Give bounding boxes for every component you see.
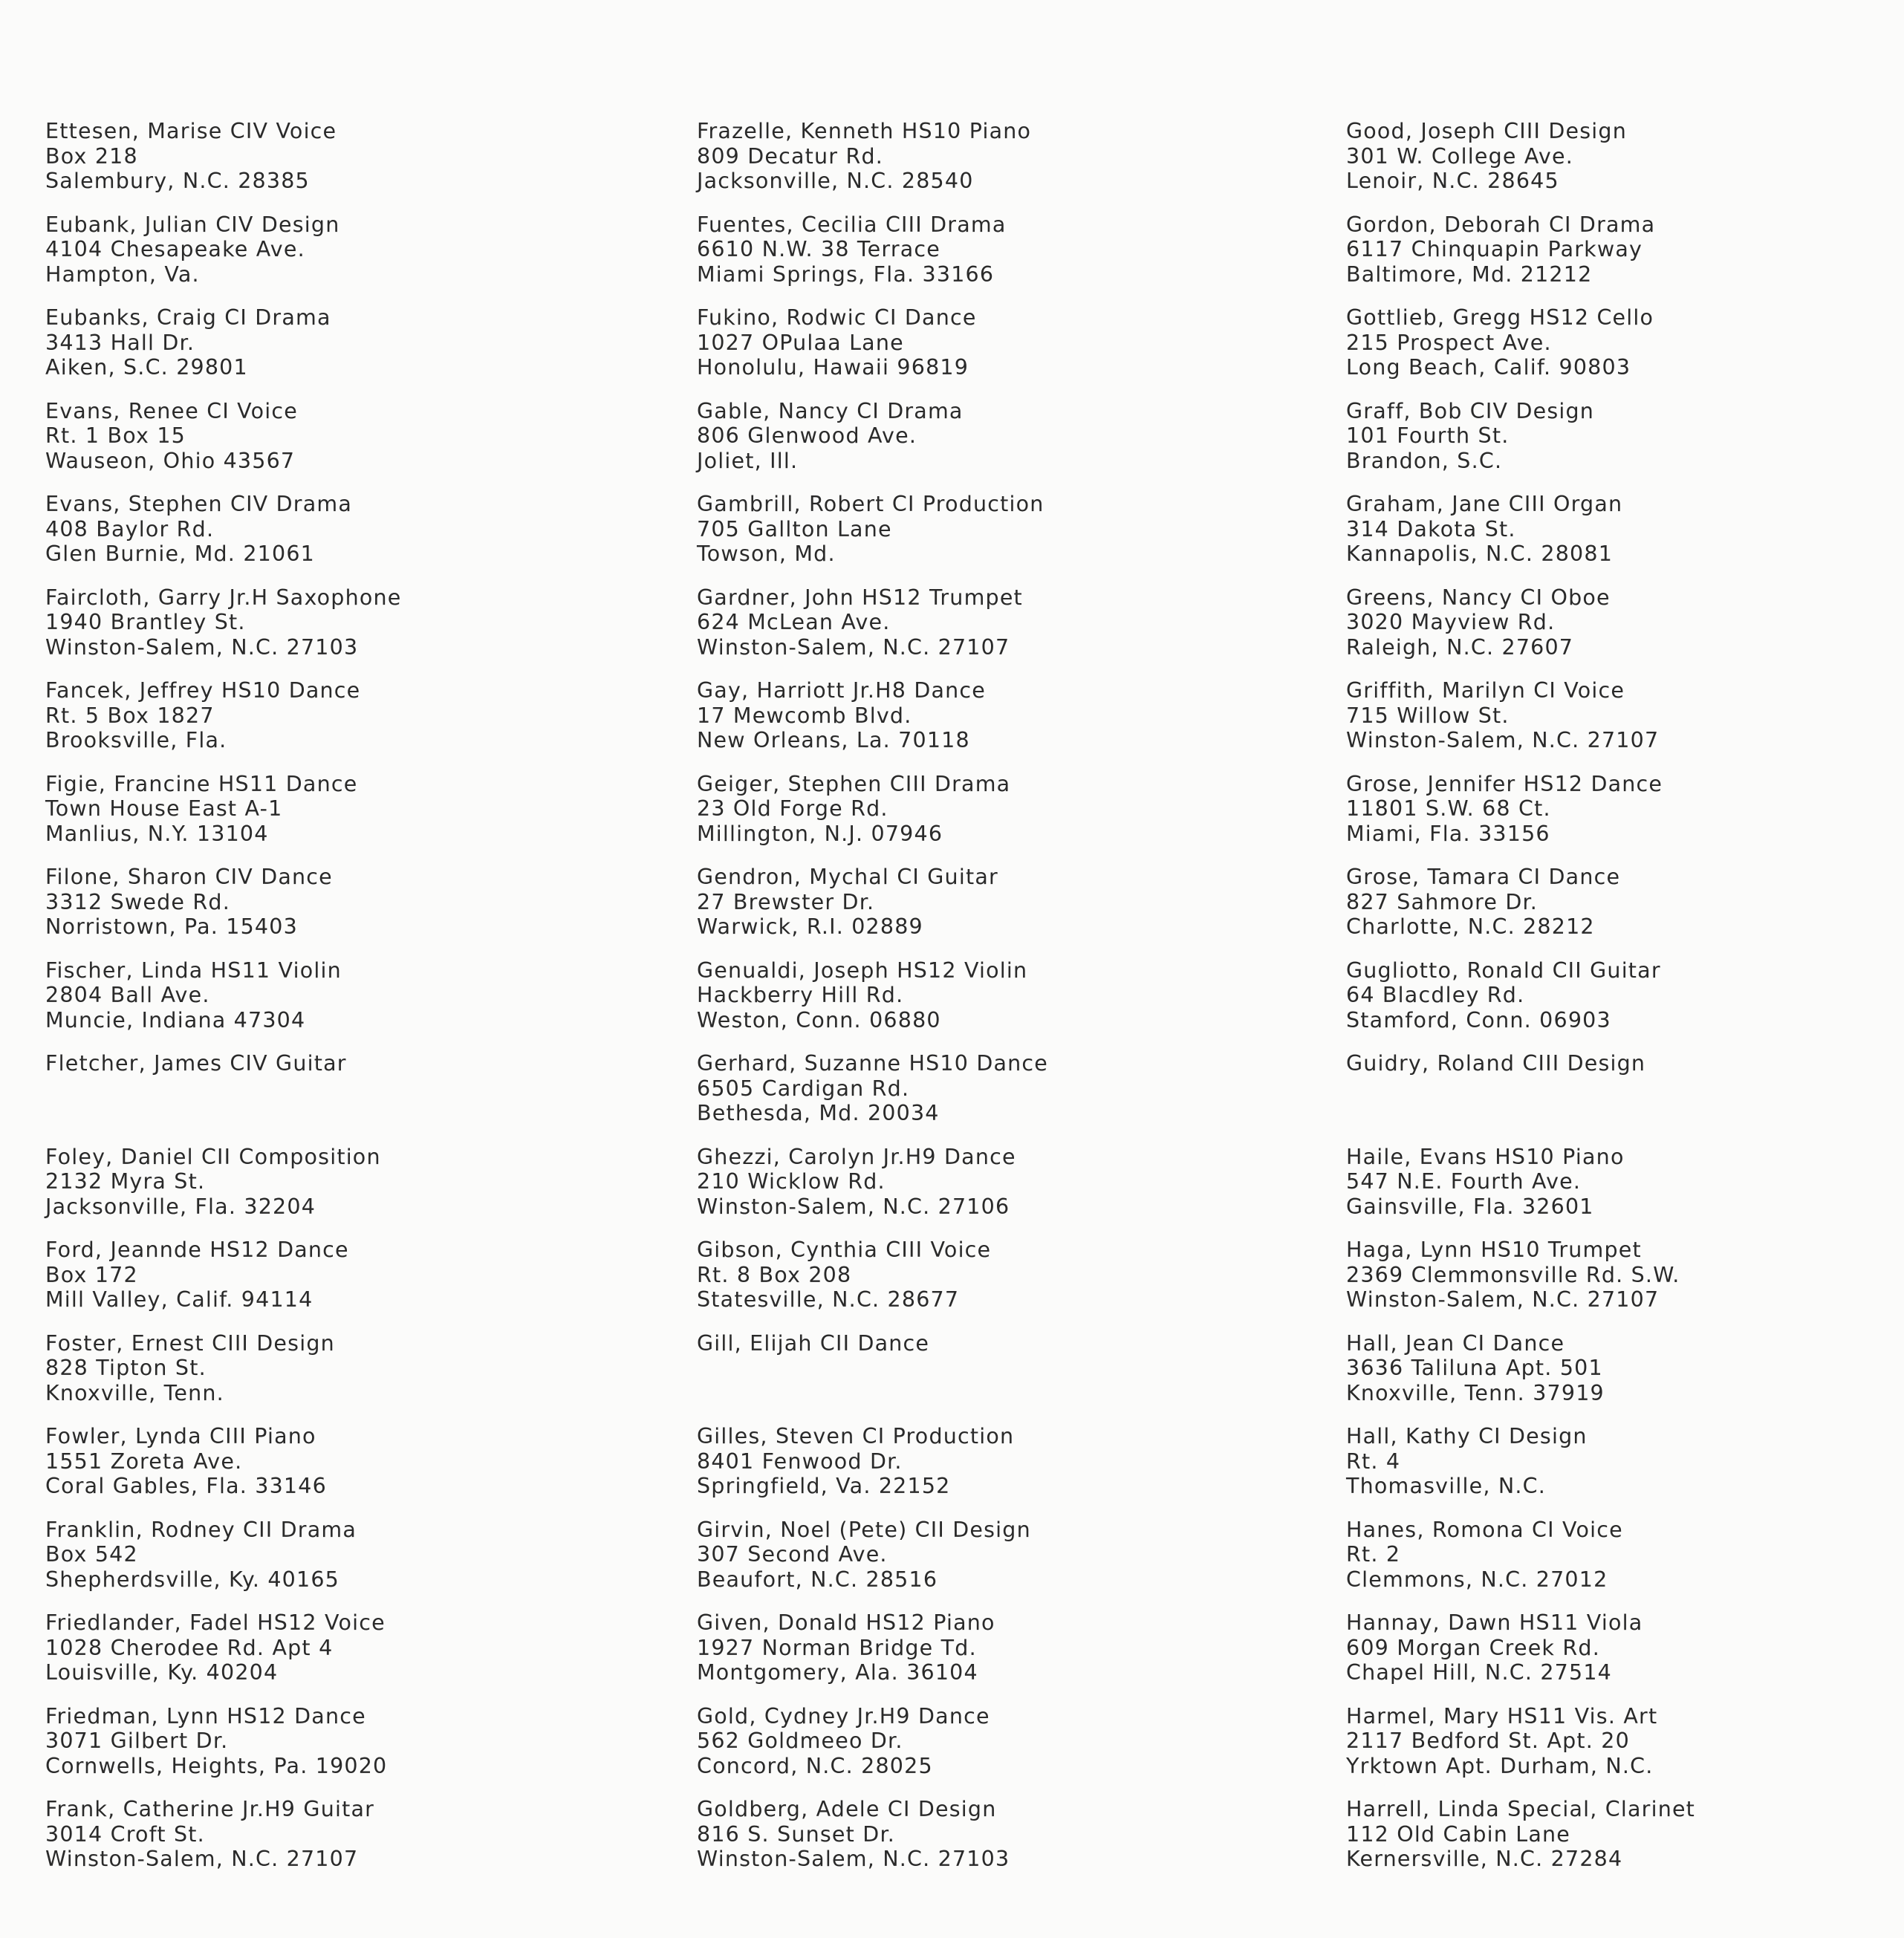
entry-street: 1927 Norman Bridge Td.	[697, 1635, 977, 1660]
entry-city: Springfield, Va. 22152	[697, 1474, 951, 1499]
entry-street: 547 N.E. Fourth Ave.	[1346, 1169, 1582, 1194]
entry-name: Friedman, Lynn HS12 Dance	[45, 1703, 366, 1729]
entry-street: 828 Tipton St.	[45, 1356, 207, 1381]
entry-street: 3312 Swede Rd.	[45, 889, 230, 914]
entry-street: 314 Dakota St.	[1346, 516, 1516, 542]
directory-entry	[697, 492, 1291, 567]
entry-city: Wauseon, Ohio 43567	[45, 448, 296, 473]
entry-name: Gay, Harriott Jr.H8 Dance	[697, 678, 986, 703]
entry-street: 23 Old Forge Rd.	[697, 796, 888, 822]
entry-name: Hanes, Romona CI Voice	[1346, 1517, 1623, 1542]
entry-city: Lenoir, N.C. 28645	[1346, 169, 1559, 194]
entry-street: 3014 Croft St.	[45, 1821, 205, 1847]
entry-city: Gainsville, Fla. 32601	[1346, 1194, 1594, 1219]
directory-entry	[45, 492, 640, 567]
entry-name: Hall, Kathy CI Design	[1346, 1424, 1588, 1448]
entry-name: Haile, Evans HS10 Piano	[1346, 1144, 1625, 1169]
entry-street: Box 172	[45, 1262, 138, 1287]
directory-entry	[45, 119, 640, 194]
entry-name: Hall, Jean CI Dance	[1346, 1330, 1565, 1356]
directory-entry	[1346, 398, 1904, 473]
entry-street: 816 S. Sunset Dr.	[697, 1821, 896, 1847]
entry-name: Grose, Jennifer HS12 Dance	[1346, 771, 1663, 796]
entry-name: Griffith, Marilyn CI Voice	[1346, 678, 1625, 703]
entry-city: Joliet, Ill.	[697, 448, 799, 473]
entry-street: 1551 Zoreta Ave.	[45, 1448, 243, 1474]
directory-entry	[697, 1238, 1291, 1313]
directory-entry	[1346, 305, 1904, 380]
entry-city: Honolulu, Hawaii 96819	[697, 355, 969, 380]
entry-street: 3071 Gilbert Dr.	[45, 1729, 229, 1754]
entry-city: Raleigh, N.C. 27607	[1346, 634, 1574, 660]
directory-entry	[697, 1424, 1291, 1499]
entry-city: Baltimore, Md. 21212	[1346, 261, 1593, 287]
entry-city: Charlotte, N.C. 28212	[1346, 914, 1595, 940]
entry-name: Harrell, Linda Special, Clarinet	[1346, 1797, 1696, 1821]
entry-city: Knoxville, Tenn. 37919	[1346, 1380, 1605, 1405]
directory-entry	[697, 305, 1291, 380]
entry-street: 27 Brewster Dr.	[697, 889, 875, 914]
entry-city: Cornwells, Heights, Pa. 19020	[45, 1753, 388, 1778]
entry-city: Norristown, Pa. 15403	[45, 914, 298, 940]
entry-city: Stamford, Conn. 06903	[1346, 1007, 1611, 1033]
directory-entry	[45, 1517, 640, 1592]
entry-street: Box 542	[45, 1542, 138, 1567]
directory-entry	[45, 1144, 640, 1219]
directory-entry	[697, 398, 1291, 473]
entry-name: Evans, Renee CI Voice	[45, 398, 299, 423]
entry-name: Friedlander, Fadel HS12 Voice	[45, 1610, 386, 1635]
entry-name: Franklin, Rodney CII Drama	[45, 1517, 357, 1542]
entry-street: 2132 Myra St.	[45, 1169, 206, 1194]
directory-entry	[1346, 865, 1904, 940]
entry-city: Weston, Conn. 06880	[697, 1007, 941, 1033]
entry-city: Winston-Salem, N.C. 27103	[45, 634, 359, 660]
entry-city: Warwick, R.I. 02889	[697, 914, 923, 940]
directory-entry	[45, 957, 640, 1033]
entry-name: Good, Joseph CIII Design	[1346, 119, 1627, 143]
entry-city: Concord, N.C. 28025	[697, 1753, 933, 1778]
entry-street: Rt. 1 Box 15	[45, 423, 186, 449]
entry-street: 6610 N.W. 38 Terrace	[697, 237, 941, 262]
entry-street: 705 Gallton Lane	[697, 516, 892, 542]
entry-street: Box 218	[45, 143, 138, 169]
entry-name: Gold, Cydney Jr.H9 Dance	[697, 1703, 990, 1729]
entry-city: Jacksonville, Fla. 32204	[45, 1194, 316, 1219]
directory-entry	[697, 119, 1291, 194]
entry-street: 11801 S.W. 68 Ct.	[1346, 796, 1551, 822]
entry-name: Haga, Lynn HS10 Trumpet	[1346, 1238, 1642, 1262]
entry-city: Hampton, Va.	[45, 261, 200, 287]
entry-city: Kannapolis, N.C. 28081	[1346, 542, 1614, 567]
directory-entry	[697, 865, 1291, 940]
entry-name: Foley, Daniel CII Composition	[45, 1144, 381, 1169]
entry-city: Mill Valley, Calif. 94114	[45, 1287, 313, 1313]
entry-street: Rt. 5 Box 1827	[45, 703, 215, 728]
entry-street: 2369 Clemmonsville Rd. S.W.	[1346, 1262, 1680, 1287]
directory-entry	[697, 1610, 1291, 1685]
directory-entry	[697, 1797, 1291, 1872]
entry-street: 210 Wicklow Rd.	[697, 1169, 886, 1194]
entry-name: Gibson, Cynthia CIII Voice	[697, 1238, 992, 1262]
entry-city: Beaufort, N.C. 28516	[697, 1567, 938, 1592]
directory-entry	[45, 212, 640, 287]
entry-name: Goldberg, Adele CI Design	[697, 1797, 997, 1821]
entry-street: 624 McLean Ave.	[697, 610, 891, 635]
entry-street: 6117 Chinquapin Parkway	[1346, 237, 1643, 262]
directory-entry	[1346, 492, 1904, 567]
entry-city: Statesville, N.C. 28677	[697, 1287, 960, 1313]
entry-city: Towson, Md.	[697, 542, 836, 567]
entry-city: Winston-Salem, N.C. 27107	[1346, 728, 1660, 753]
entry-name: Genualdi, Joseph HS12 Violin	[697, 957, 1028, 983]
entry-street: Rt. 2	[1346, 1542, 1401, 1567]
entry-city: Clemmons, N.C. 27012	[1346, 1567, 1608, 1592]
directory-entry	[1346, 585, 1904, 660]
entry-city: Winston-Salem, N.C. 27106	[697, 1194, 1010, 1219]
directory-entry	[45, 585, 640, 660]
entry-name: Geiger, Stephen CIII Drama	[697, 771, 1011, 796]
entry-name: Eubanks, Craig CI Drama	[45, 305, 331, 330]
entry-city: Manlius, N.Y. 13104	[45, 821, 269, 846]
entry-name: Guidry, Roland CIII Design	[1346, 1051, 1646, 1076]
entry-name: Fuentes, Cecilia CIII Drama	[697, 212, 1007, 237]
directory-column-1	[45, 119, 640, 1890]
directory-entry	[1346, 957, 1904, 1033]
directory-entry	[45, 1424, 640, 1499]
entry-city: Glen Burnie, Md. 21061	[45, 542, 315, 567]
entry-street: 715 Willow St.	[1346, 703, 1510, 728]
entry-street: 3413 Hall Dr.	[45, 330, 195, 355]
entry-name: Fischer, Linda HS11 Violin	[45, 957, 342, 983]
entry-name: Gable, Nancy CI Drama	[697, 398, 964, 423]
directory-entry	[45, 678, 640, 753]
entry-street: 1940 Brantley St.	[45, 610, 246, 635]
entry-street: 809 Decatur Rd.	[697, 143, 884, 169]
directory-entry	[697, 1051, 1291, 1126]
entry-street: 17 Mewcomb Blvd.	[697, 703, 912, 728]
entry-name: Figie, Francine HS11 Dance	[45, 771, 358, 796]
entry-name: Greens, Nancy CI Oboe	[1346, 585, 1611, 610]
directory-entry	[1346, 1517, 1904, 1592]
entry-street: 215 Prospect Ave.	[1346, 330, 1552, 355]
entry-city: Brandon, S.C.	[1346, 448, 1503, 473]
entry-name: Faircloth, Garry Jr.H Saxophone	[45, 585, 402, 610]
entry-street: 8401 Fenwood Dr.	[697, 1448, 903, 1474]
entry-street: 101 Fourth St.	[1346, 423, 1510, 449]
entry-street: 64 Blacdley Rd.	[1346, 983, 1525, 1008]
entry-city: Knoxville, Tenn.	[45, 1380, 224, 1405]
directory-entry	[45, 1051, 640, 1119]
entry-street: 112 Old Cabin Lane	[1346, 1821, 1570, 1847]
directory-entry	[45, 771, 640, 846]
entry-name: Foster, Ernest CIII Design	[45, 1330, 335, 1356]
entry-city: Bethesda, Md. 20034	[697, 1101, 940, 1126]
entry-name: Graff, Bob CIV Design	[1346, 398, 1595, 423]
directory-entry	[1346, 1610, 1904, 1685]
entry-street: 301 W. College Ave.	[1346, 143, 1573, 169]
directory-entry	[45, 398, 640, 473]
entry-city: New Orleans, La. 70118	[697, 728, 970, 753]
entry-name: Gerhard, Suzanne HS10 Dance	[697, 1051, 1049, 1076]
entry-street: 1028 Cherodee Rd. Apt 4	[45, 1635, 334, 1660]
directory-column-3	[1346, 119, 1904, 1890]
entry-name: Gordon, Deborah CI Drama	[1346, 212, 1656, 237]
entry-name: Gottlieb, Gregg HS12 Cello	[1346, 305, 1654, 330]
entry-city: Coral Gables, Fla. 33146	[45, 1474, 327, 1499]
entry-name: Evans, Stephen CIV Drama	[45, 492, 352, 516]
directory-entry	[697, 1331, 1291, 1399]
directory-column-2	[697, 119, 1291, 1890]
directory-entry	[697, 678, 1291, 753]
entry-city: Miami, Fla. 33156	[1346, 821, 1550, 846]
entry-street: 2804 Ball Ave.	[45, 983, 210, 1008]
entry-street: Town House East A-1	[45, 796, 283, 822]
directory-entry	[45, 1703, 640, 1778]
entry-street: 2117 Bedford St. Apt. 20	[1346, 1729, 1630, 1754]
entry-name: Gendron, Mychal CI Guitar	[697, 865, 998, 889]
entry-street: 609 Morgan Creek Rd.	[1346, 1635, 1600, 1660]
directory-entry	[697, 585, 1291, 660]
entry-name: Fukino, Rodwic CI Dance	[697, 305, 977, 330]
directory-entry	[1346, 1797, 1904, 1872]
entry-name: Gill, Elijah CII Dance	[697, 1330, 930, 1356]
entry-name: Gardner, John HS12 Trumpet	[697, 585, 1023, 610]
directory-entry	[45, 1330, 640, 1405]
entry-street: 307 Second Ave.	[697, 1542, 888, 1567]
entry-name: Ghezzi, Carolyn Jr.H9 Dance	[697, 1144, 1016, 1169]
entry-city: Thomasville, N.C.	[1346, 1474, 1546, 1499]
entry-name: Given, Donald HS12 Piano	[697, 1610, 995, 1635]
entry-city: Chapel Hill, N.C. 27514	[1346, 1660, 1612, 1685]
directory-entry	[1346, 771, 1904, 846]
entry-name: Eubank, Julian CIV Design	[45, 212, 340, 237]
entry-city: Winston-Salem, N.C. 27107	[1346, 1287, 1660, 1313]
entry-name: Gugliotto, Ronald CII Guitar	[1346, 957, 1661, 983]
entry-city: Brooksville, Fla.	[45, 728, 227, 753]
directory-entry	[45, 1238, 640, 1313]
entry-name: Fancek, Jeffrey HS10 Dance	[45, 678, 361, 703]
directory-entry	[697, 1703, 1291, 1778]
entry-street: 806 Glenwood Ave.	[697, 423, 917, 449]
directory-entry	[45, 865, 640, 940]
directory-entry	[1346, 1238, 1904, 1313]
entry-city: Shepherdsville, Ky. 40165	[45, 1567, 340, 1592]
directory-entry	[1346, 1144, 1904, 1219]
entry-name: Gambrill, Robert CI Production	[697, 492, 1044, 516]
entry-street: 3020 Mayview Rd.	[1346, 610, 1556, 635]
entry-street: Rt. 8 Box 208	[697, 1262, 852, 1287]
entry-city: Aiken, S.C. 29801	[45, 355, 248, 380]
entry-city: Muncie, Indiana 47304	[45, 1007, 306, 1033]
entry-name: Graham, Jane CIII Organ	[1346, 492, 1623, 516]
entry-name: Girvin, Noel (Pete) CII Design	[697, 1517, 1031, 1542]
entry-name: Frank, Catherine Jr.H9 Guitar	[45, 1797, 375, 1821]
directory-entry	[1346, 1424, 1904, 1499]
entry-street: 3636 Taliluna Apt. 501	[1346, 1356, 1603, 1381]
entry-street: 6505 Cardigan Rd.	[697, 1076, 910, 1101]
entry-name: Ford, Jeannde HS12 Dance	[45, 1238, 349, 1262]
directory-entry	[1346, 119, 1904, 194]
entry-name: Grose, Tamara CI Dance	[1346, 865, 1621, 889]
entry-city: Winston-Salem, N.C. 27107	[45, 1847, 359, 1872]
entry-name: Ettesen, Marise CIV Voice	[45, 119, 337, 143]
entry-street: 4104 Chesapeake Ave.	[45, 237, 305, 262]
entry-city: Millington, N.J. 07946	[697, 821, 943, 846]
directory-entry	[697, 1144, 1291, 1219]
directory-entry	[1346, 1703, 1904, 1778]
entry-name: Fletcher, James CIV Guitar	[45, 1051, 347, 1076]
entry-street: Rt. 4	[1346, 1448, 1401, 1474]
entry-city: Yrktown Apt. Durham, N.C.	[1346, 1753, 1654, 1778]
entry-city: Winston-Salem, N.C. 27107	[697, 634, 1010, 660]
directory-entry	[697, 212, 1291, 287]
directory-entry	[1346, 212, 1904, 287]
directory-entry	[697, 1517, 1291, 1592]
directory-entry	[45, 1610, 640, 1685]
entry-street: 1027 OPulaa Lane	[697, 330, 904, 355]
entry-city: Jacksonville, N.C. 28540	[697, 169, 974, 194]
entry-city: Long Beach, Calif. 90803	[1346, 355, 1631, 380]
entry-street: 408 Baylor Rd.	[45, 516, 215, 542]
directory-entry	[45, 1797, 640, 1872]
entry-city: Salembury, N.C. 28385	[45, 169, 310, 194]
entry-city: Kernersville, N.C. 27284	[1346, 1847, 1623, 1872]
entry-name: Harmel, Mary HS11 Vis. Art	[1346, 1703, 1658, 1729]
directory-entry	[1346, 1051, 1904, 1119]
entry-street: Hackberry Hill Rd.	[697, 983, 904, 1008]
entry-name: Fowler, Lynda CIII Piano	[45, 1424, 316, 1448]
entry-name: Gilles, Steven CI Production	[697, 1424, 1015, 1448]
directory-entry	[45, 305, 640, 380]
directory-entry	[697, 957, 1291, 1033]
directory-entry	[1346, 1330, 1904, 1405]
entry-street: 562 Goldmeeo Dr.	[697, 1729, 903, 1754]
entry-city: Miami Springs, Fla. 33166	[697, 261, 995, 287]
entry-city: Louisville, Ky. 40204	[45, 1660, 279, 1685]
directory-entry	[1346, 678, 1904, 753]
entry-city: Winston-Salem, N.C. 27103	[697, 1847, 1010, 1872]
entry-city: Montgomery, Ala. 36104	[697, 1660, 978, 1685]
entry-name: Frazelle, Kenneth HS10 Piano	[697, 119, 1032, 143]
entry-name: Hannay, Dawn HS11 Viola	[1346, 1610, 1643, 1635]
entry-name: Filone, Sharon CIV Dance	[45, 865, 333, 889]
directory-entry	[697, 771, 1291, 846]
entry-street: 827 Sahmore Dr.	[1346, 889, 1539, 914]
